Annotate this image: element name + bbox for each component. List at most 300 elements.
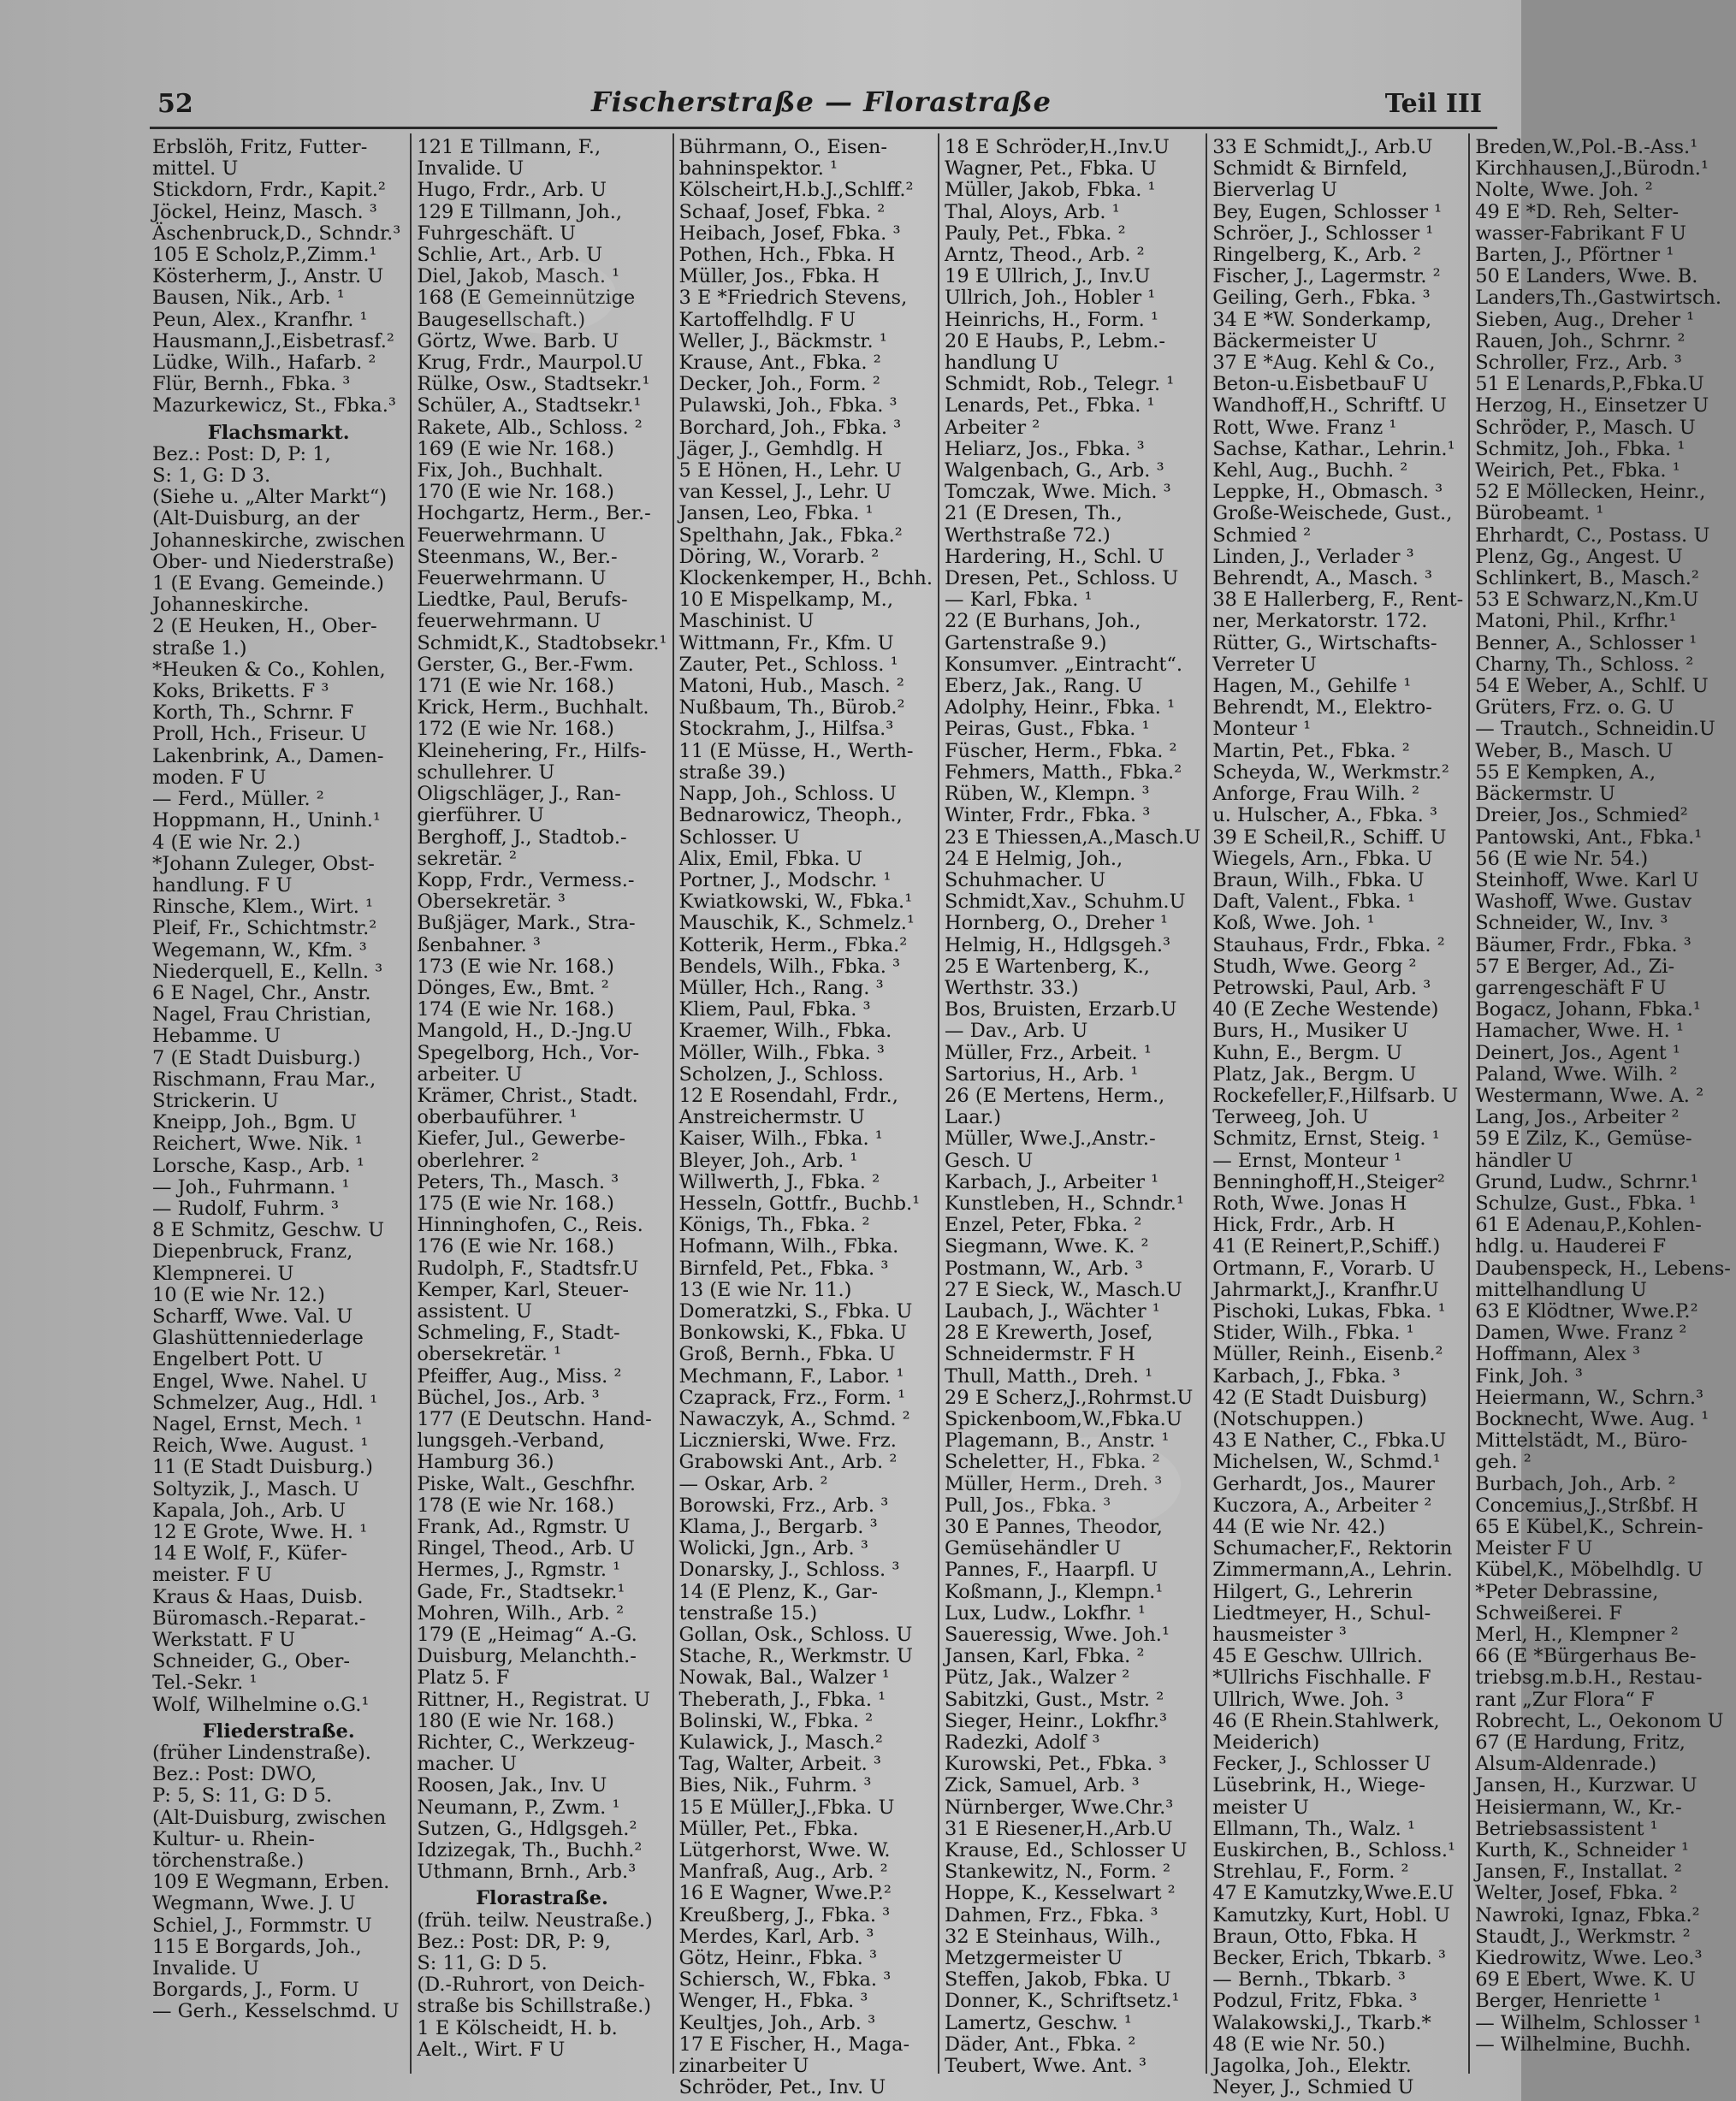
directory-entry-line: Bocknecht, Wwe. Aug. ¹ [1475, 1407, 1709, 1430]
directory-column [1207, 133, 1470, 2099]
directory-entry-line: 176 (E wie Nr. 168.) [417, 1235, 614, 1258]
directory-entry-line: Hermes, J., Rgmstr. ¹ [417, 1559, 621, 1582]
directory-entry-line: u. Hulscher, A., Fbka. ³ [1212, 804, 1437, 827]
directory-entry-line: 27 E Sieck, W., Masch.U [945, 1278, 1182, 1301]
directory-entry-line: Idzizegak, Th., Buchh.² [417, 1839, 643, 1862]
directory-entry-line: 59 E Zilz, K., Gemüse- [1475, 1127, 1692, 1151]
directory-entry-line: Neumann, P., Zwm. ¹ [417, 1796, 620, 1819]
directory-entry-line: 109 E Wegmann, Erben. [152, 1871, 390, 1894]
directory-entry-line: 1 (E Evang. Gemeinde.) [152, 572, 384, 595]
directory-entry-line: Kirchhausen,J.,Bürodn.¹ [1475, 157, 1709, 181]
directory-entry-line: Klempnerei. U [152, 1262, 294, 1285]
directory-entry-line: 168 (E Gemeinnützige [417, 287, 636, 310]
directory-entry-line: Karbach, J., Fbka. ³ [1212, 1364, 1401, 1388]
directory-entry-line: *Peter Debrassine, [1475, 1580, 1659, 1603]
directory-entry-line: Stockrahm, J., Hilfsa.³ [678, 718, 894, 741]
directory-entry-line: 17 E Fischer, H., Maga- [678, 2033, 910, 2056]
directory-entry-line: Grabowski Ant., Arb. ² [678, 1451, 898, 1474]
directory-entry-line: 55 E Kempken, A., [1475, 761, 1656, 784]
directory-entry-line: 47 E Kamutzky,Wwe.E.U [1212, 1882, 1455, 1905]
directory-entry-line: rant „Zur Flora“ F [1475, 1688, 1655, 1711]
directory-entry-line: Gesch. U [945, 1149, 1034, 1172]
directory-entry-line: Westermann, Wwe. A. ² [1475, 1084, 1704, 1107]
directory-entry-line: Bos, Bruisten, Erzarb.U [945, 998, 1177, 1021]
directory-entry-line: — Wilhelmine, Buchh. [1475, 2033, 1692, 2056]
directory-entry-line: Jäger, J., Gemhdlg. H [678, 437, 884, 460]
directory-entry-line: 31 E Riesener,H.,Arb.U [945, 1817, 1173, 1840]
directory-entry-line: 10 (E wie Nr. 12.) [152, 1283, 325, 1306]
directory-entry-line: Kuhn, E., Bergm. U [1212, 1041, 1402, 1064]
directory-entry-line: Weber, B., Masch. U [1475, 739, 1674, 762]
directory-entry-line: Hamburg 36.) [417, 1451, 554, 1474]
directory-entry-line: Borgards, J., Form. U [152, 1979, 359, 2002]
directory-entry-line: Tag, Walter, Arbeit. ³ [678, 1753, 881, 1776]
directory-entry-line: Gerster, G., Ber.-Fwm. [417, 653, 634, 676]
directory-entry-line: Platz 5. F [417, 1666, 510, 1690]
directory-entry-line: Schmidt,Xav., Schuhm.U [945, 891, 1186, 914]
directory-entry-line: Radezki, Adolf ³ [945, 1731, 1100, 1755]
directory-entry-line: Hamacher, Wwe. H. ¹ [1475, 1020, 1684, 1043]
directory-entry-line: Däder, Ant., Fbka. ² [945, 2033, 1136, 2056]
directory-entry-line: Müller, Herm., Dreh. ³ [945, 1472, 1163, 1495]
directory-entry-line: Glashüttenniederlage [152, 1327, 364, 1350]
directory-entry-line: — Rudolf, Fuhrm. ³ [152, 1197, 340, 1220]
directory-entry-line: Neyer, J., Schmied U [1212, 2076, 1414, 2099]
directory-entry-line: 10 E Mispelkamp, M., [678, 589, 893, 612]
directory-entry-line: Engel, Wwe. Nahel. U [152, 1370, 368, 1393]
directory-column [147, 133, 412, 2074]
directory-entry-line: — Joh., Fuhrmann. ¹ [152, 1175, 350, 1198]
directory-entry-line: 2 (E Heuken, H., Ober- [152, 615, 377, 638]
directory-entry-line: Lakenbrink, A., Damen- [152, 744, 384, 767]
directory-entry-line: Wegemann, W., Kfm. ³ [152, 938, 367, 962]
directory-entry-line: Kiedrowitz, Wwe. Leo.³ [1475, 1947, 1703, 1970]
directory-entry-line: gierführer. U [417, 804, 544, 827]
directory-entry-line: Matoni, Phil., Krfhr.¹ [1475, 610, 1677, 633]
directory-entry-line: Schüler, A., Stadtsekr.¹ [417, 394, 642, 417]
directory-entry-line: Czaprack, Frz., Form. ¹ [678, 1386, 906, 1409]
directory-entry-line: Hoppe, K., Kesselwart ² [945, 1882, 1176, 1905]
directory-entry-line: Kunstleben, H., Schndr.¹ [945, 1192, 1184, 1215]
directory-entry-line: handlung. F U [152, 873, 293, 897]
directory-entry-line: Hugo, Frdr., Arb. U [417, 179, 607, 202]
directory-entry-line: Schaaf, Josef, Fbka. ² [678, 200, 886, 223]
directory-entry-line: Walakowski,J., Tkarb.* [1212, 2011, 1431, 2034]
directory-entry-line: Zauter, Pet., Schloss. ¹ [678, 653, 898, 676]
directory-entry-line: 40 (E Zeche Westende) [1212, 998, 1439, 1021]
directory-entry-line: Stankewitz, N., Form. ² [945, 1861, 1171, 1884]
directory-entry-line: Schröder, P., Masch. U [1475, 416, 1696, 439]
directory-entry-line: Gade, Fr., Stadtsekr.¹ [417, 1580, 625, 1603]
directory-entry-line: Berghoff, J., Stadtob.- [417, 826, 627, 849]
directory-entry-line: Mittelstädt, M., Büro- [1475, 1429, 1688, 1453]
directory-entry-line: Schlosser. U [678, 826, 800, 849]
directory-entry-line: Invalide. U [152, 1957, 259, 1980]
columns-container [147, 133, 1731, 2099]
directory-entry-line: Pantowski, Ant., Fbka.¹ [1475, 826, 1703, 849]
directory-entry-line: Plagemann, B., Anstr. ¹ [945, 1429, 1170, 1453]
directory-entry-line: meister U [1212, 1796, 1309, 1819]
directory-entry-line: straße bis Schillstraße.) [417, 1995, 652, 2018]
directory-entry-line: P: 5, S: 11, G: D 5. [152, 1784, 333, 1808]
directory-entry-line: Kiefer, Jul., Gewerbe- [417, 1127, 626, 1151]
street-heading: Fliederstraße. [202, 1719, 355, 1743]
directory-entry-line: Steinhoff, Wwe. Karl U [1475, 868, 1699, 891]
directory-entry-line: Willwerth, J., Fbka. ² [678, 1170, 880, 1193]
directory-entry-line: Portner, J., Modschr. ¹ [678, 868, 892, 891]
directory-entry-line: händler U [1475, 1149, 1573, 1172]
directory-entry-line: Birnfeld, Pet., Fbka. ³ [678, 1257, 889, 1280]
directory-entry-line: Oligschläger, J., Ran- [417, 783, 621, 806]
directory-entry-line: Bührmann, O., Eisen- [678, 136, 887, 158]
directory-entry-line: Große-Weischede, Gust., [1212, 502, 1453, 525]
directory-entry-line: 19 E Ullrich, J., Inv.U [945, 265, 1151, 288]
directory-entry-line: Euskirchen, B., Schloss.¹ [1212, 1839, 1455, 1862]
directory-entry-line: Jahrmarkt,J., Kranfhr.U [1212, 1278, 1439, 1301]
directory-entry-line: Metzgermeister U [945, 1947, 1123, 1970]
directory-entry-line: Hoppmann, H., Uninh.¹ [152, 809, 381, 832]
directory-entry-line: (Alt-Duisburg, zwischen [152, 1806, 387, 1829]
directory-entry-line: 105 E Scholz,P.,Zimm.¹ [152, 244, 377, 267]
directory-entry-line: Michelsen, W., Schmd.¹ [1212, 1451, 1441, 1474]
directory-entry-line: Diel, Jakob, Masch. ¹ [417, 265, 620, 288]
directory-entry-line: Burs, H., Musiker U [1212, 1020, 1409, 1043]
directory-entry-line: 67 (E Hardung, Fritz, [1475, 1731, 1686, 1755]
directory-entry-line: 14 E Wolf, F., Küfer- [152, 1542, 347, 1565]
directory-entry-line: — Bernh., Tbkarb. ³ [1212, 1968, 1406, 1992]
directory-column [412, 133, 673, 2074]
directory-entry-line: 21 (E Dresen, Th., [945, 502, 1123, 525]
directory-entry-line: mittel. U [152, 157, 239, 181]
directory-entry-line: Reich, Wwe. August. ¹ [152, 1435, 369, 1458]
directory-entry-line: Bez.: Post: D, P: 1, [152, 442, 331, 465]
directory-entry-line: Äschenbruck,D., Schndr.³ [152, 222, 401, 245]
directory-entry-line: Piske, Walt., Geschfhr. [417, 1472, 636, 1495]
directory-entry-line: Donner, K., Schriftsetz.¹ [945, 1990, 1180, 2013]
directory-entry-line: Grüters, Frz. o. G. U [1475, 696, 1674, 719]
directory-entry-line: Spelthahn, Jak., Fbka.² [678, 524, 903, 547]
directory-entry-line: Schmeling, F., Stadt- [417, 1322, 620, 1345]
directory-entry-line: Stider, Wilh., Fbka. ¹ [1212, 1322, 1414, 1345]
directory-entry-line: Pull, Jos., Fbka. ³ [945, 1494, 1111, 1517]
directory-entry-line: Beton-u.EisbetbauF U [1212, 373, 1429, 396]
directory-entry-line: 170 (E wie Nr. 168.) [417, 481, 614, 504]
directory-entry-line: Tel.-Sekr. ¹ [152, 1672, 258, 1695]
directory-entry-line: 24 E Helmig, Joh., [945, 847, 1123, 870]
directory-entry-line: 52 E Möllecken, Heinr., [1475, 481, 1706, 504]
directory-entry-line: Flür, Bernh., Fbka. ³ [152, 373, 351, 396]
directory-entry-line: Pothen, Hch., Fbka. H [678, 244, 896, 267]
directory-entry-line: Kliem, Paul, Fbka. ³ [678, 998, 871, 1021]
directory-entry-line: triebsg.m.b.H., Restau- [1475, 1666, 1703, 1690]
directory-entry-line: Sieben, Aug., Dreher ¹ [1475, 308, 1695, 331]
directory-entry-line: Nagel, Ernst, Mech. ¹ [152, 1412, 363, 1435]
directory-entry-line: Müller, Wwe.J.,Anstr.- [945, 1127, 1156, 1151]
directory-entry-line: Strickerin. U [152, 1089, 279, 1112]
directory-entry-line: Heiermann, W., Schrn.³ [1475, 1386, 1704, 1409]
directory-entry-line: Müller, Hch., Rang. ³ [678, 976, 884, 999]
directory-entry-line: Ehrhardt, C., Postass. U [1475, 524, 1710, 547]
directory-entry-line: Heinrichs, H., Form. ¹ [945, 308, 1158, 331]
directory-entry-line: Studh, Wwe. Georg ² [1212, 955, 1417, 978]
directory-entry-line: 171 (E wie Nr. 168.) [417, 675, 614, 698]
directory-entry-line: Kwiatkowski, W., Fbka.¹ [678, 891, 913, 914]
directory-entry-line: Müller, Pet., Fbka. [678, 1817, 859, 1840]
directory-entry-line: Ullrich, Joh., Hobler ¹ [945, 287, 1156, 310]
directory-entry-line: Lütgerhorst, Wwe. W. [678, 1839, 891, 1862]
directory-entry-line: Rockefeller,F.,Hilfsarb. U [1212, 1084, 1459, 1107]
directory-entry-line: Enzel, Peter, Fbka. ² [945, 1214, 1142, 1237]
directory-entry-line: Scholzen, J., Schloss. [678, 1062, 884, 1086]
directory-entry-line: straße 1.) [152, 636, 247, 660]
directory-entry-line: Kotterik, Herm., Fbka.² [678, 933, 908, 956]
directory-entry-line: Koß, Wwe. Joh. ¹ [1212, 912, 1375, 935]
directory-entry-line: 32 E Steinhaus, Wilh., [945, 1925, 1162, 1948]
directory-column [939, 133, 1207, 2078]
directory-entry-line: Kehl, Aug., Buchh. ² [1212, 459, 1408, 482]
directory-entry-line: Hornberg, O., Dreher ¹ [945, 912, 1169, 935]
directory-entry-line: Feuerwehrmann. U [417, 524, 607, 547]
directory-entry-line: Maschinist. U [678, 610, 815, 633]
directory-entry-line: (D.-Ruhrort, von Deich- [417, 1974, 645, 1997]
directory-entry-line: Staudt, J., Werkmstr. ² [1475, 1925, 1691, 1948]
directory-entry-line: Niederquell, E., Kelln. ³ [152, 960, 383, 983]
directory-entry-line: Breden,W.,Pol.-B.-Ass.¹ [1475, 136, 1698, 158]
directory-entry-line: Grund, Ludw., Schrnr.¹ [1475, 1170, 1698, 1193]
directory-entry-line: Lamertz, Geschw. ¹ [945, 2011, 1132, 2034]
directory-entry-line: 11 (E Stadt Duisburg.) [152, 1456, 373, 1479]
directory-entry-line: Mangold, H., D.-Jng.U [417, 1020, 633, 1043]
directory-entry-line: Leppke, H., Obmasch. ³ [1212, 481, 1443, 504]
directory-entry-line: Daubenspeck, H., Lebens- [1475, 1257, 1731, 1280]
directory-entry-line: hausmeister ³ [1212, 1624, 1347, 1647]
directory-entry-line: Benner, A., Schlosser ¹ [1475, 631, 1697, 654]
directory-entry-line: Kartoffelhdlg. F U [678, 308, 856, 331]
directory-entry-line: Anforge, Frau Wilh. ² [1212, 783, 1419, 806]
directory-entry-line: Landers,Th.,Gastwirtsch. [1475, 287, 1722, 310]
directory-entry-line: Hick, Frdr., Arb. H [1212, 1214, 1395, 1237]
directory-entry-line: Gartenstraße 9.) [945, 631, 1107, 654]
directory-entry-line: Pischoki, Lukas, Fbka. ¹ [1212, 1299, 1446, 1323]
directory-entry-line: Klama, J., Bergarb. ³ [678, 1516, 878, 1538]
directory-entry-line: 30 E Pannes, Theodor, [945, 1516, 1163, 1538]
directory-entry-line: Adolphy, Heinr., Fbka. ¹ [945, 696, 1176, 719]
directory-entry-line: Zick, Samuel, Arb. ³ [945, 1774, 1140, 1797]
directory-entry-line: handlung U [945, 352, 1059, 375]
directory-entry-line: Karbach, J., Arbeiter ¹ [945, 1170, 1159, 1193]
directory-entry-line: Alsum-Aldenrade.) [1475, 1753, 1657, 1776]
directory-entry-line: Theberath, J., Fbka. ¹ [678, 1688, 886, 1711]
directory-entry-line: Borowski, Frz., Arb. ³ [678, 1494, 889, 1517]
directory-entry-line: Fuhrgeschäft. U [417, 222, 577, 245]
directory-entry-line: Wittmann, Fr., Kfm. U [678, 631, 894, 654]
directory-entry-line: Sartorius, H., Arb. ¹ [945, 1062, 1139, 1086]
directory-entry-line: Ringel, Theod., Arb. U [417, 1537, 636, 1560]
directory-entry-line: Washoff, Wwe. Gustav [1475, 891, 1692, 914]
directory-entry-line: Frank, Ad., Rgmstr. U [417, 1516, 631, 1538]
directory-entry-line: Kopp, Frdr., Vermess.- [417, 868, 635, 891]
directory-entry-line: Lorsche, Kasp., Arb. ¹ [152, 1154, 364, 1177]
directory-entry-line: 51 E Lenards,P.,Fbka.U [1475, 373, 1704, 396]
directory-entry-line: Lang, Jos., Arbeiter ² [1475, 1106, 1680, 1129]
directory-entry-line: Götz, Heinr., Fbka. ³ [678, 1947, 877, 1970]
directory-entry-line: Strehlau, F., Form. ² [1212, 1861, 1409, 1884]
directory-entry-line: Kamutzky, Kurt, Hobl. U [1212, 1903, 1450, 1926]
directory-entry-line: Schmied ² [1212, 524, 1312, 547]
directory-entry-line: 28 E Krewerth, Josef, [945, 1322, 1153, 1345]
directory-entry-line: 44 (E wie Nr. 42.) [1212, 1516, 1386, 1538]
directory-entry-line: Podzul, Fritz, Fbka. ³ [1212, 1990, 1418, 2013]
directory-entry-line: Wagner, Pet., Fbka. U [945, 157, 1157, 181]
directory-entry-line: Schröder, Pet., Inv. U [678, 2076, 886, 2099]
directory-entry-line: Deinert, Jos., Agent ¹ [1475, 1041, 1680, 1064]
directory-entry-line: Krämer, Christ., Stadt. [417, 1084, 638, 1107]
directory-entry-line: Zimmermann,A., Lehrin. [1212, 1559, 1453, 1582]
directory-entry-line: Schroller, Frz., Arb. ³ [1475, 352, 1682, 375]
directory-entry-line: 16 E Wagner, Wwe.P.² [678, 1882, 892, 1905]
directory-entry-line: Nawroki, Ignaz, Fbka.² [1475, 1903, 1700, 1926]
directory-entry-line: 61 E Adenau,P.,Kohlen- [1475, 1214, 1702, 1237]
directory-entry-line: 37 E *Aug. Kehl & Co., [1212, 352, 1436, 375]
directory-entry-line: 39 E Scheil,R., Schiff. U [1212, 826, 1447, 849]
directory-entry-line: Ellmann, Th., Walz. ¹ [1212, 1817, 1416, 1840]
directory-entry-line: Meister F U [1475, 1537, 1593, 1560]
directory-entry-line: mittelhandlung U [1475, 1278, 1647, 1301]
directory-entry-line: Königs, Th., Fbka. ² [678, 1214, 870, 1237]
directory-entry-line: Pulawski, Joh., Fbka. ³ [678, 394, 898, 417]
directory-entry-line: 129 E Tillmann, Joh., [417, 200, 623, 223]
directory-entry-line: Nolte, Wwe. Joh. ² [1475, 179, 1653, 202]
directory-entry-line: Krick, Herm., Buchhalt. [417, 696, 649, 719]
directory-entry-line: Nagel, Frau Christian, [152, 1003, 372, 1027]
directory-entry-line: Braun, Wilh., Fbka. U [1212, 868, 1425, 891]
directory-entry-line: Johanneskirche, zwischen [152, 529, 406, 552]
directory-entry-line: Müller, Frz., Arbeit. ¹ [945, 1041, 1152, 1064]
directory-entry-line: Bäckermstr. U [1475, 783, 1615, 806]
directory-entry-line: Rittner, H., Registrat. U [417, 1688, 650, 1711]
directory-entry-line: Stickdorn, Frdr., Kapit.² [152, 179, 386, 202]
directory-entry-line: Sieger, Heinr., Lokfhr.³ [945, 1709, 1168, 1732]
directory-entry-line: 48 (E wie Nr. 50.) [1212, 2033, 1386, 2056]
directory-entry-line: 20 E Haubs, P., Lebm.- [945, 329, 1165, 352]
directory-entry-line: Lenards, Pet., Fbka. ¹ [945, 394, 1155, 417]
directory-entry-line: 41 (E Reinert,P.,Schiff.) [1212, 1235, 1441, 1258]
directory-entry-line: 26 (E Mertens, Herm., [945, 1084, 1165, 1107]
directory-entry-line: Gollan, Osk., Schloss. U [678, 1624, 913, 1647]
directory-entry-line: 46 (E Rhein.Stahlwerk, [1212, 1709, 1440, 1732]
directory-entry-line: 22 (E Burhans, Joh., [945, 610, 1141, 633]
directory-entry-line: Duisburg, Melanchth.- [417, 1645, 637, 1668]
directory-entry-line: Hesseln, Gottfr., Buchb.¹ [678, 1192, 921, 1215]
directory-entry-line: Schlie, Art., Arb. U [417, 244, 603, 267]
directory-entry-line: Werthstraße 72.) [945, 524, 1111, 547]
directory-entry-line: Gemüsehändler U [945, 1537, 1122, 1560]
directory-entry-line: Manfraß, Aug., Arb. ² [678, 1861, 888, 1884]
directory-entry-line: 42 (E Stadt Duisburg) [1212, 1386, 1427, 1409]
directory-entry-line: Schlinkert, B., Masch.² [1475, 567, 1699, 590]
directory-entry-line: Fink, Joh. ³ [1475, 1364, 1583, 1388]
directory-entry-line: 65 E Kübel,K., Schrein- [1475, 1516, 1703, 1538]
directory-entry-line: tenstraße 15.) [678, 1601, 818, 1625]
part-label: Teil III [1384, 89, 1482, 119]
directory-entry-line: Döring, W., Vorarb. ² [678, 545, 880, 568]
directory-entry-line: garrengeschäft F U [1475, 976, 1667, 999]
directory-entry-line: — Trautch., Schneidin.U [1475, 718, 1715, 741]
directory-entry-line: Lux, Ludw., Lokfhr. ¹ [945, 1601, 1146, 1625]
directory-entry-line: Laar.) [945, 1106, 1002, 1129]
directory-entry-line: *Ullrichs Fischhalle. F [1212, 1666, 1431, 1690]
directory-entry-line: Siegmann, Wwe. K. ² [945, 1235, 1149, 1258]
directory-entry-line: Roosen, Jak., Inv. U [417, 1774, 607, 1797]
directory-entry-line: Füscher, Herm., Fbka. ² [945, 739, 1177, 762]
directory-entry-line: Verreter U [1212, 653, 1317, 676]
directory-entry-line: Winter, Frdr., Fbka. ³ [945, 804, 1151, 827]
directory-entry-line: Heisiermann, W., Kr.- [1475, 1796, 1682, 1819]
directory-entry-line: 53 E Schwarz,N.,Km.U [1475, 589, 1699, 612]
directory-entry-line: 5 E Hönen, H., Lehr. U [678, 459, 902, 482]
directory-entry-line: Petrowski, Paul, Arb. ³ [1212, 976, 1431, 999]
directory-entry-line: 180 (E wie Nr. 168.) [417, 1709, 614, 1732]
directory-entry-line: Bäckermeister U [1212, 329, 1378, 352]
directory-entry-line: Sabitzki, Gust., Mstr. ² [945, 1688, 1164, 1711]
directory-entry-line: Fischer, J., Lagermstr. ² [1212, 265, 1441, 288]
directory-entry-line: Lüsebrink, H., Wiege- [1212, 1774, 1425, 1797]
directory-entry-line: (Notschuppen.) [1212, 1407, 1364, 1430]
directory-entry-line: Jansen, F., Installat. ² [1475, 1861, 1682, 1884]
directory-entry-line: Fix, Joh., Buchhalt. [417, 459, 604, 482]
directory-entry-line: Heliarz, Jos., Fbka. ³ [945, 437, 1145, 460]
directory-entry-line: Wegmann, Wwe. J. U [152, 1892, 356, 1915]
directory-entry-line: Kapala, Joh., Arb. U [152, 1499, 347, 1522]
directory-entry-line: Müller, Jakob, Fbka. ¹ [945, 179, 1156, 202]
directory-entry-line: Kneipp, Joh., Bgm. U [152, 1111, 357, 1134]
directory-entry-line: Herzog, H., Einsetzer U [1475, 394, 1709, 417]
directory-entry-line: Kleinehering, Fr., Hilfs- [417, 739, 647, 762]
directory-entry-line: Wolicki, Jgn., Arb. ³ [678, 1537, 868, 1560]
directory-entry-line: Diepenbruck, Franz, [152, 1240, 353, 1264]
directory-entry-line: Berger, Henriette ¹ [1475, 1990, 1662, 2013]
directory-entry-line: Hilgert, G., Lehrerin [1212, 1580, 1413, 1603]
directory-entry-line: 34 E *W. Sonderkamp, [1212, 308, 1432, 331]
directory-entry-line: Kraemer, Wilh., Fbka. [678, 1020, 892, 1043]
directory-entry-line: Aelt., Wirt. F U [417, 2038, 566, 2061]
directory-entry-line: 63 E Klödtner, Wwe.P.² [1475, 1299, 1698, 1323]
directory-entry-line: Reichert, Wwe. Nik. ¹ [152, 1133, 363, 1156]
directory-entry-line: 115 E Borgards, Joh., [152, 1935, 362, 1958]
directory-entry-line: oberbauführer. ¹ [417, 1106, 578, 1129]
directory-entry-line: 1 E Kölscheidt, H. b. [417, 2016, 618, 2039]
directory-entry-line: Braun, Otto, Fbka. H [1212, 1925, 1418, 1948]
directory-entry-line: Schweißerei. F [1475, 1601, 1623, 1625]
directory-entry-line: Donarsky, J., Schloss. ³ [678, 1559, 900, 1582]
directory-entry-line: Schneidermstr. F H [945, 1343, 1135, 1366]
directory-entry-line: *Heuken & Co., Kohlen, [152, 658, 386, 681]
page-header [154, 86, 1489, 125]
directory-entry-line: Schulze, Gust., Fbka. ¹ [1475, 1192, 1697, 1215]
directory-entry-line: Borchard, Joh., Fbka. ³ [678, 416, 902, 439]
directory-entry-line: Spegelborg, Hch., Vor- [417, 1041, 640, 1064]
directory-entry-line: Klockenkemper, H., Bchh. [678, 567, 933, 590]
directory-entry-line: Pleif, Fr., Schichtmstr.² [152, 917, 377, 940]
directory-entry-line: Eberz, Jak., Rang. U [945, 675, 1143, 698]
directory-entry-line: Keultjes, Joh., Arb. ³ [678, 2011, 876, 2034]
directory-entry-line: Kübel,K., Möbelhdlg. U [1475, 1559, 1703, 1582]
directory-entry-line: 50 E Landers, Wwe. B. [1475, 265, 1698, 288]
directory-entry-line: Hausmann,J.,Eisbetrasf.² [152, 329, 394, 352]
directory-entry-line: Soltyzik, J., Masch. U [152, 1477, 359, 1500]
directory-entry-line: Robrecht, L., Oekonom U [1475, 1709, 1724, 1732]
directory-entry-line: Betriebsassistent ¹ [1475, 1817, 1658, 1840]
